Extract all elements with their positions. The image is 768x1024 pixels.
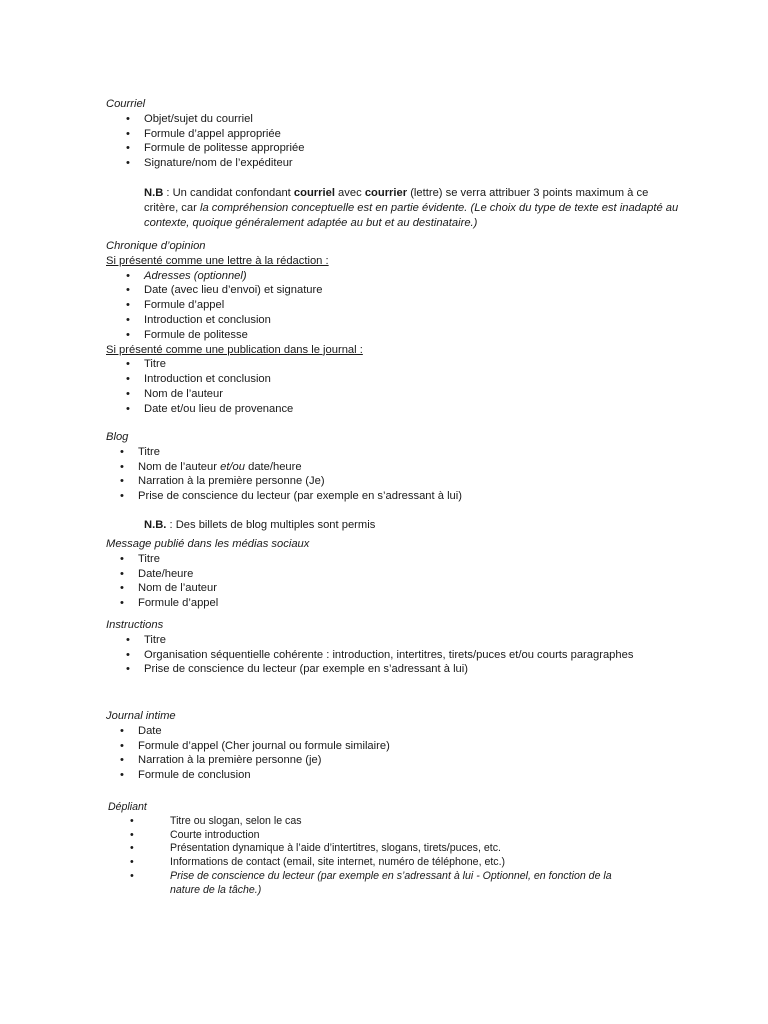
list-item: • Nom de l’auteur [120,582,217,595]
list-item: • Formule d’appel (Cher journal ou formule similaire) [120,739,390,752]
bullet-icon: • [130,856,134,869]
list-item: • Courte introduction [130,828,260,841]
list-item: • Nom de l’auteur [126,387,223,400]
bullet-icon: • [126,313,130,326]
bullet-icon: • [130,814,134,827]
list-item: • Formule de conclusion [120,769,251,782]
courriel-list [106,112,666,171]
bullet-icon: • [126,663,130,676]
bullet-icon: • [126,633,130,646]
list-item: • Formule d’appel [126,299,225,312]
bullet-icon: • [126,127,130,140]
courriel-note: N.B : Un candidat confondant courriel avec courrier (lettre) se verra attribuer 3 points maximum à ce critère, car la compréhension conceptuelle est en partie évidente. (Le choix du type de texte est inadapté au contexte, quoique généralement adaptée au but et au destinataire.) [144,186,679,229]
list-item: • Adresses (optionnel) [126,269,247,282]
section-journal [106,709,666,783]
bullet-icon: • [120,769,124,782]
depliant-list [108,815,668,898]
section-heading: Chronique d’opinion [106,240,206,252]
instructions-list [106,633,666,677]
bullet-icon: • [120,582,124,595]
list-item: • Objet/sujet du courriel [126,112,253,125]
list-item: • Formule de politesse appropriée [126,142,305,155]
blog-list [106,445,666,504]
list-item: • Présentation dynamique à l’aide d’intertitres, slogans, tirets/puces, etc. [130,842,501,855]
list-item: • Date (avec lieu d’envoi) et signature [126,284,323,297]
list-item: • Narration à la première personne (Je) [120,475,325,488]
section-instructions [106,618,666,677]
list-item: • Titre [120,445,160,458]
section-heading: Message publié dans les médias sociaux [106,538,310,550]
bullet-icon: • [126,373,130,386]
section-heading: Blog [106,431,129,443]
list-item: • Introduction et conclusion [126,313,271,326]
message-list [106,552,666,611]
bullet-icon: • [120,754,124,767]
bullet-icon: • [126,142,130,155]
bullet-icon: • [130,842,134,855]
section-depliant [108,801,668,898]
bullet-icon: • [130,869,134,882]
bullet-icon: • [126,402,130,415]
list-item: • Signature/nom de l’expéditeur [126,157,293,170]
bullet-icon: • [126,112,130,125]
section-heading: Journal intime [106,710,176,722]
list-item: • Date [120,724,162,737]
bullet-icon: • [120,490,124,503]
bullet-icon: • [120,597,124,610]
subheading-publication: Si présenté comme une publication dans le journal : [106,343,363,356]
section-heading: Dépliant [108,801,147,813]
list-item: • Formule de politesse [126,328,248,341]
section-message [106,537,666,611]
bullet-icon: • [126,299,130,312]
bullet-icon: • [120,739,124,752]
list-item: • Informations de contact (email, site internet, numéro de téléphone, etc.) [130,856,506,869]
list-item: • Titre [120,552,160,565]
section-chronique [106,239,666,417]
section-blog [106,430,666,533]
list-item: • Prise de conscience du lecteur (par exemple en s’adressant à lui) [126,663,468,676]
bullet-icon: • [126,157,130,170]
list-item: • Formule d’appel [120,597,219,610]
chronique-list-1 [106,269,666,343]
chronique-list-2 [106,357,666,416]
list-item: • Nom de l’auteur et/ou date/heure [120,460,302,473]
list-item: • Date et/ou lieu de provenance [126,402,294,415]
bullet-icon: • [126,328,130,341]
section-heading: Instructions [106,619,164,631]
list-item: • Titre ou slogan, selon le cas [130,814,302,827]
bullet-icon: • [126,284,130,297]
bullet-icon: • [126,358,130,371]
list-item: • Prise de conscience du lecteur (par exemple en s’adressant à lui - Optionnel, en fonction de la nature de la tâche.) [130,869,612,896]
blog-note: N.B. : Des billets de blog multiples sont permis [144,518,376,531]
list-item: • Formule d’appel appropriée [126,127,281,140]
bullet-icon: • [120,567,124,580]
list-item: • Titre [126,633,166,646]
bullet-icon: • [120,460,124,473]
list-item: • Introduction et conclusion [126,373,271,386]
list-item: • Titre [126,358,166,371]
list-item: • Organisation séquentielle cohérente : introduction, intertitres, tirets/puces et/ou courts paragraphes [126,648,634,661]
section-heading: Courriel [106,98,146,110]
bullet-icon: • [120,552,124,565]
bullet-icon: • [120,445,124,458]
section-courriel [106,97,679,230]
journal-list [106,724,666,783]
bullet-icon: • [120,724,124,737]
bullet-icon: • [126,648,130,661]
subheading-lettre: Si présenté comme une lettre à la rédaction : [106,254,329,267]
bullet-icon: • [126,269,130,282]
list-item: • Date/heure [120,567,194,580]
bullet-icon: • [120,475,124,488]
bullet-icon: • [126,387,130,400]
list-item: • Prise de conscience du lecteur (par exemple en s’adressant à lui) [120,490,462,503]
list-item: • Narration à la première personne (je) [120,754,322,767]
bullet-icon: • [130,828,134,841]
